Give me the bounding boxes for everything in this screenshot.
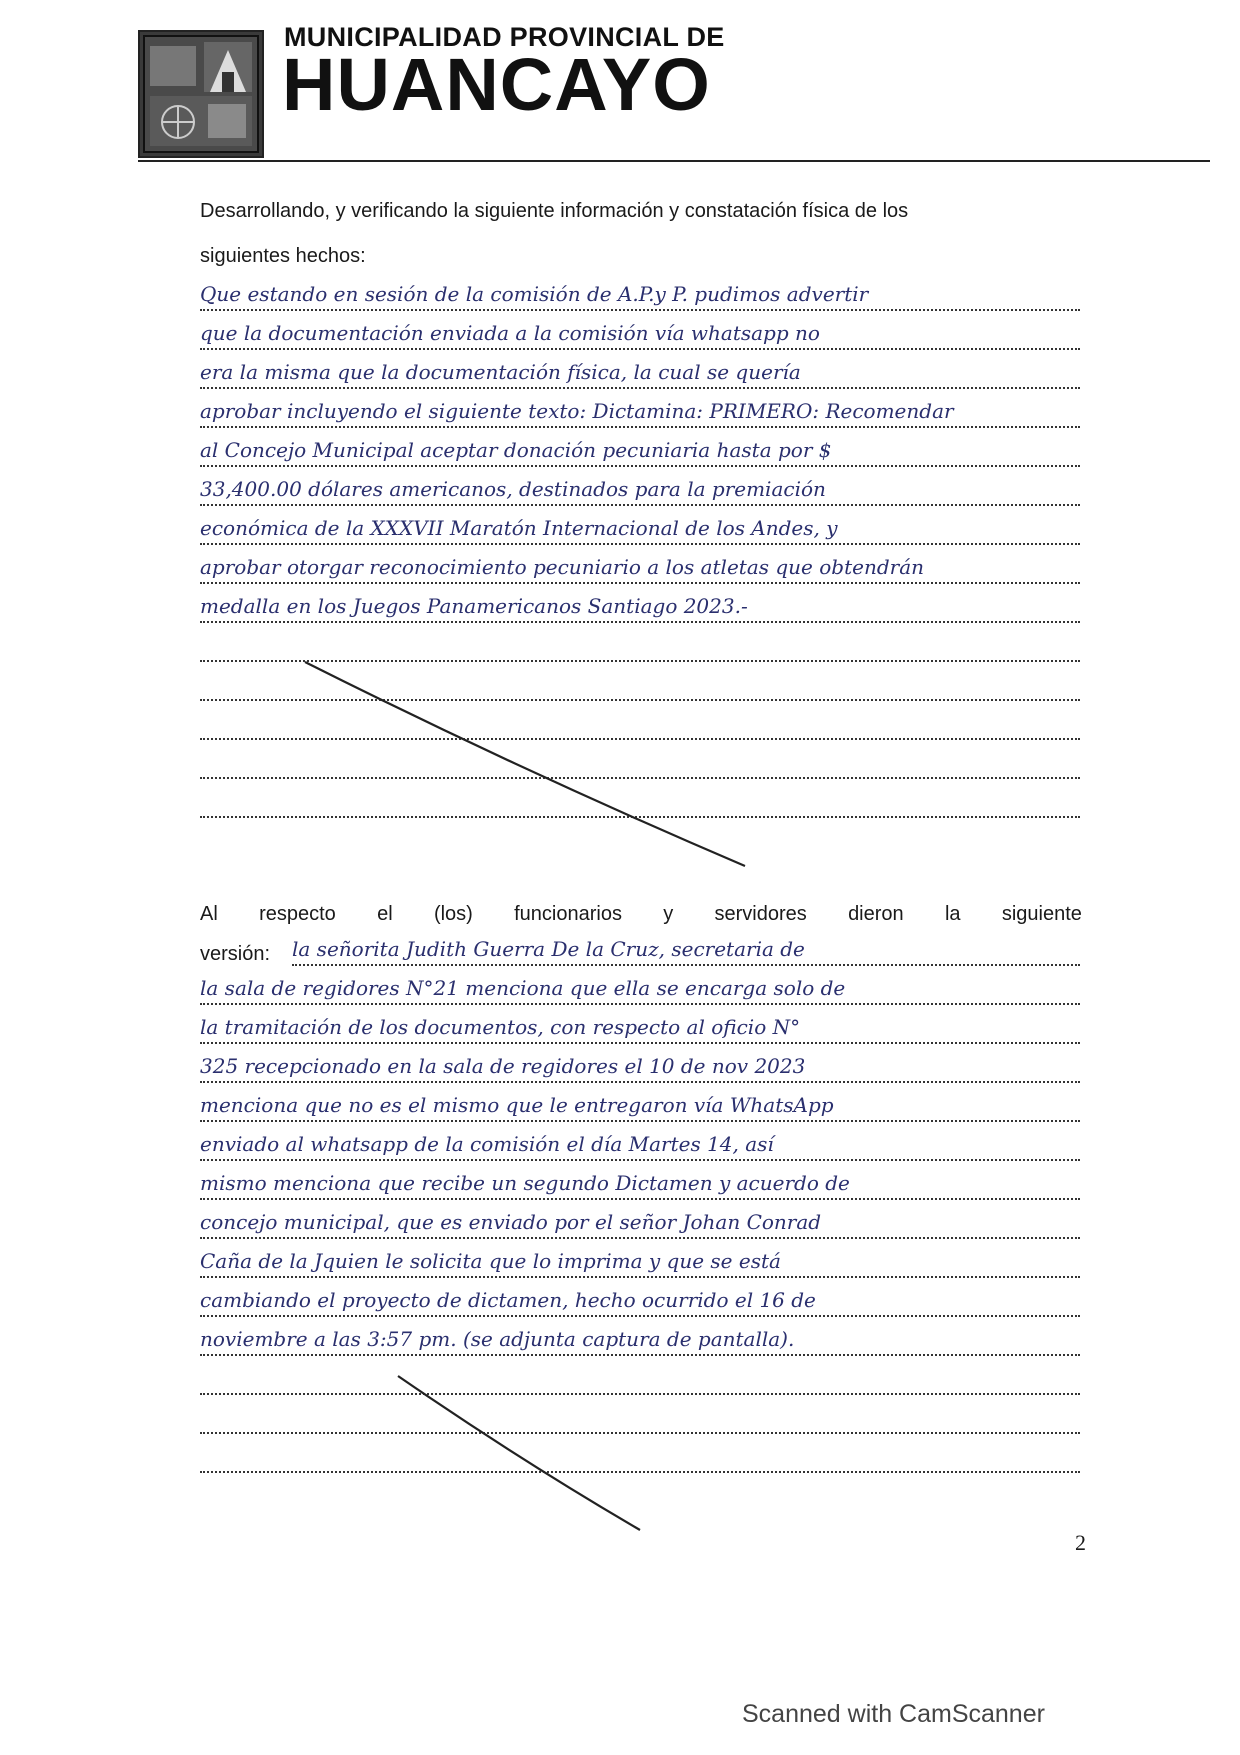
- intro-word: siguiente: [1001, 903, 1082, 925]
- header-institution-line2: HUANCAYO: [282, 43, 711, 126]
- intro-word: la: [944, 903, 961, 925]
- section1-handwritten-line: económica de la XXXVII Maratón Internacional de los Andes, y: [200, 513, 1080, 545]
- section2-handwritten-line: la señorita Judith Guerra De la Cruz, secretaria de: [292, 934, 1080, 966]
- section2-handwritten-line: menciona que no es el mismo que le entregaron vía WhatsApp: [200, 1090, 1080, 1122]
- section1-handwritten-line: era la misma que la documentación física, la cual se quería: [200, 357, 1080, 389]
- section2-intro-label: versión:: [200, 943, 271, 965]
- section1-intro-line2: siguientes hechos:: [200, 245, 366, 267]
- section2-handwritten-line: la tramitación de los documentos, con respecto al oficio N°: [200, 1012, 1080, 1044]
- intro-word: dieron: [848, 903, 904, 925]
- intro-word: (los): [433, 903, 473, 925]
- intro-word: funcionarios: [514, 903, 622, 925]
- section2-handwritten-line: cambiando el proyecto de dictamen, hecho ocurrido el 16 de: [200, 1285, 1080, 1317]
- section1-intro-line1: Desarrollando, y verificando la siguiente información y constatación física de los: [200, 200, 909, 222]
- intro-word: el: [377, 903, 393, 925]
- intro-word: Al: [200, 903, 218, 925]
- section2-handwritten-line: 325 recepcionado en la sala de regidores el 10 de nov 2023: [200, 1051, 1080, 1083]
- intro-word: y: [663, 903, 674, 925]
- section2-handwritten-line: mismo menciona que recibe un segundo Dictamen y acuerdo de: [200, 1168, 1080, 1200]
- page-number: 2: [1075, 1530, 1086, 1555]
- section2-strike-line: [398, 1376, 640, 1530]
- section1-handwritten-line: aprobar incluyendo el siguiente texto: Dictamina: PRIMERO: Recomendar: [200, 396, 1080, 428]
- intro-word: respecto: [259, 903, 336, 925]
- section2-handwritten-line: noviembre a las 3:57 pm. (se adjunta captura de pantalla).: [200, 1324, 1080, 1356]
- section1-handwritten-line: que la documentación enviada a la comisión vía whatsapp no: [200, 318, 1080, 350]
- scanner-watermark: Scanned with CamScanner: [742, 1700, 1045, 1728]
- section1-handwritten-line: Que estando en sesión de la comisión de A.P.y P. pudimos advertir: [200, 279, 1080, 311]
- section2-handwritten-line: enviado al whatsapp de la comisión el día Martes 14, así: [200, 1129, 1080, 1161]
- section2-handwritten-line: la sala de regidores N°21 menciona que ella se encarga solo de: [200, 973, 1080, 1005]
- section1-handwritten-line: 33,400.00 dólares americanos, destinados para la premiación: [200, 474, 1080, 506]
- section2-handwritten-line: concejo municipal, que es enviado por el señor Johan Conrad: [200, 1207, 1080, 1239]
- section2-handwritten-line: Caña de la Jquien le solicita que lo imprima y que se está: [200, 1246, 1080, 1278]
- section1-handwritten-line: medalla en los Juegos Panamericanos Santiago 2023.-: [200, 591, 1080, 623]
- section1-handwritten-line: aprobar otorgar reconocimiento pecuniario a los atletas que obtendrán: [200, 552, 1080, 584]
- section1-strike-line: [305, 662, 745, 866]
- section1-handwritten-line: al Concejo Municipal aceptar donación pecuniaria hasta por $: [200, 435, 1080, 467]
- intro-word: servidores: [714, 903, 807, 925]
- header-institution-line1: MUNICIPALIDAD PROVINCIAL DE: [284, 22, 725, 52]
